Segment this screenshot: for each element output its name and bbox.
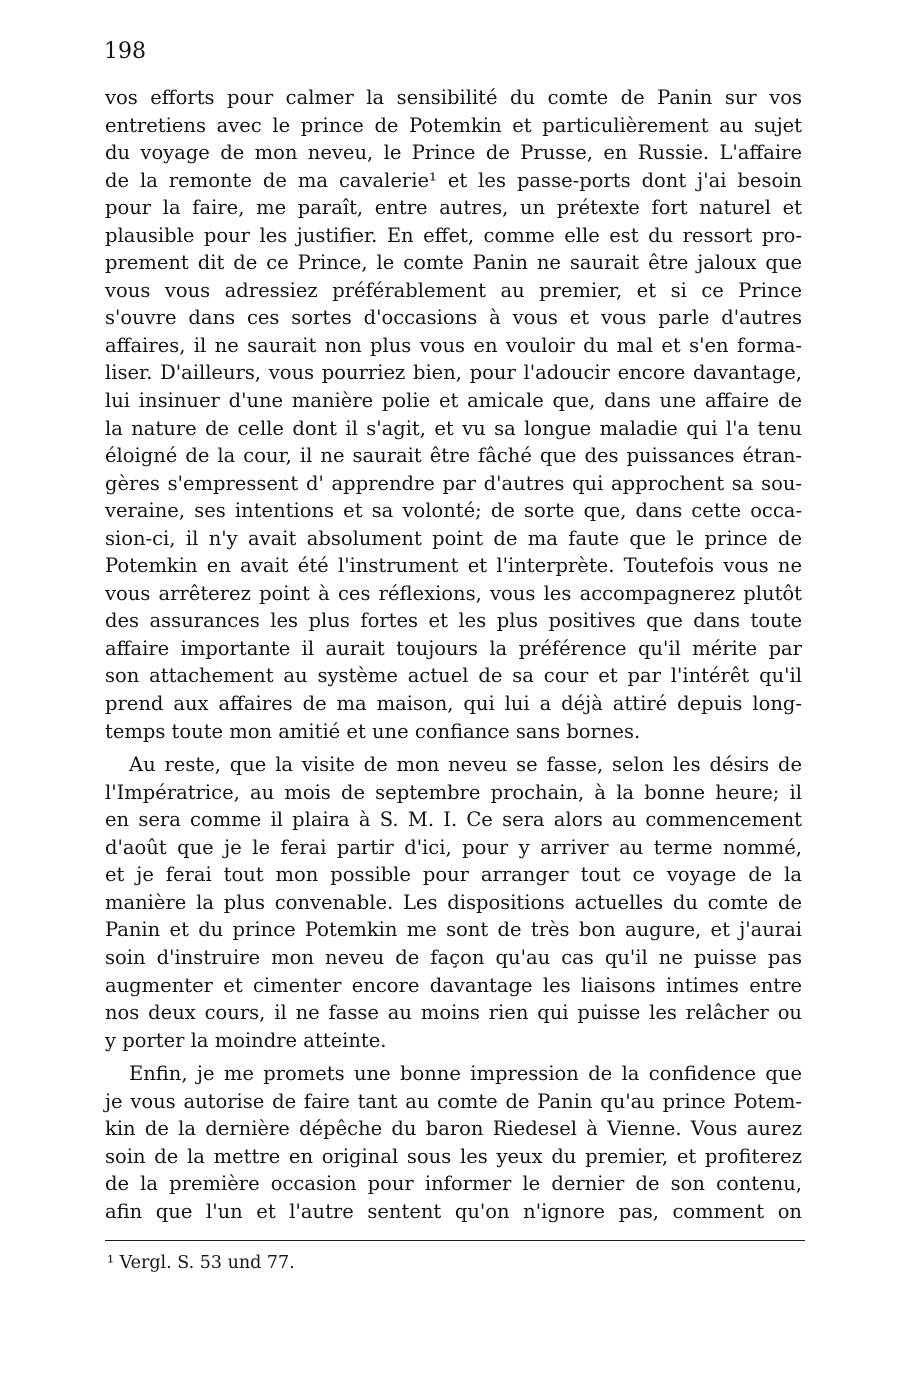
text-line: s'ouvre dans ces sortes d'occasions à vous et vous parle d'autres: [105, 306, 802, 330]
text-line: son attachement au système actuel de sa cour et par l'intérêt qu'il: [105, 664, 802, 688]
text-line: veraine, ses intentions et sa volonté; de sorte que, dans cette occa-: [105, 499, 802, 523]
paragraph-1: [105, 84, 802, 745]
text-line: la nature de celle dont il s'agit, et vu sa longue maladie qui l'a tenu: [105, 416, 802, 440]
text-line: Potemkin en avait été l'instrument et l'interprète. Toutefois vous ne: [105, 554, 802, 578]
text-line: sion-ci, il n'y avait absolument point de ma faute que le prince de: [105, 526, 802, 550]
footnote-divider: [105, 1240, 805, 1241]
text-line: l'Impératrice, au mois de septembre prochain, à la bonne heure; il: [105, 780, 802, 804]
text-line: des assurances les plus fortes et les plus positives que dans toute: [105, 609, 802, 633]
text-line: pour la faire, me paraît, entre autres, un prétexte fort naturel et: [105, 196, 802, 220]
text-line: Au reste, que la visite de mon neveu se fasse, selon les désirs de: [129, 753, 802, 777]
text-line: prement dit de ce Prince, le comte Panin ne saurait être jaloux que: [105, 251, 802, 275]
paragraph-2: [105, 751, 802, 1054]
text-line: y porter la moindre atteinte.: [105, 1028, 387, 1052]
text-line: lui insinuer d'une manière polie et amicale que, dans une affaire de: [105, 389, 802, 413]
text-line: Panin et du prince Potemkin me sont de très bon augure, et j'aurai: [105, 918, 802, 942]
text-line: de la remonte de ma cavalerie¹ et les passe-ports dont j'ai besoin: [105, 168, 802, 192]
text-line: liser. D'ailleurs, vous pourriez bien, pour l'adoucir encore davantage,: [105, 361, 802, 385]
text-line: en sera comme il plaira à S. M. I. Ce sera alors au commencement: [105, 808, 802, 832]
footnote: ¹ Vergl. S. 53 und 77.: [107, 1253, 295, 1273]
text-line: Enfin, je me promets une bonne impression de la confidence que: [129, 1062, 802, 1086]
text-line: et je ferai tout mon possible pour arranger tout ce voyage de la: [105, 863, 802, 887]
text-line: affaire importante il aurait toujours la préférence qu'il mérite par: [105, 636, 802, 660]
text-line: je vous autorise de faire tant au comte de Panin qu'au prince Potem-: [105, 1089, 802, 1113]
text-line: soin de la mettre en original sous les yeux du premier, et profiterez: [105, 1144, 802, 1168]
text-line: vous arrêterez point à ces réflexions, vous les accompagnerez plutôt: [105, 581, 802, 605]
text-line: du voyage de mon neveu, le Prince de Prusse, en Russie. L'affaire: [105, 141, 802, 165]
text-line: gères s'empressent d' apprendre par d'autres qui approchent sa sou-: [105, 471, 802, 495]
text-line: vos efforts pour calmer la sensibilité du comte de Panin sur vos: [105, 86, 802, 109]
text-line: affaires, il ne saurait non plus vous en vouloir du mal et s'en forma-: [105, 333, 802, 357]
text-line: d'août que je le ferai partir d'ici, pour y arriver au terme nommé,: [105, 835, 802, 859]
text-line: augmenter et cimenter encore davantage les liaisons intimes entre: [105, 973, 802, 997]
text-line: éloigné de la cour, il ne saurait être fâché que des puissances étran-: [105, 444, 802, 468]
text-line: afin que l'un et l'autre sentent qu'on n'ignore pas, comment on: [105, 1199, 802, 1223]
text-line: entretiens avec le prince de Potemkin et particulièrement au sujet: [105, 113, 802, 137]
body-text: [105, 84, 802, 1225]
text-line: temps toute mon amitié et une confiance sans bornes.: [105, 719, 641, 743]
page-number: 198: [104, 39, 146, 64]
text-line: manière la plus convenable. Les dispositions actuelles du comte de: [105, 890, 802, 914]
text-line: prend aux affaires de ma maison, qui lui a déjà attiré depuis long-: [105, 692, 802, 716]
text-line: nos deux cours, il ne fasse au moins rien qui puisse les relâcher ou: [105, 1001, 802, 1025]
text-line: plausible pour les justifier. En effet, comme elle est du ressort pro-: [105, 223, 802, 247]
text-line: de la première occasion pour informer le dernier de son contenu,: [105, 1172, 802, 1196]
text-line: kin de la dernière dépêche du baron Riedesel à Vienne. Vous aurez: [105, 1117, 802, 1141]
text-line: soin d'instruire mon neveu de façon qu'au cas qu'il ne puisse pas: [105, 945, 802, 969]
paragraph-3: [105, 1060, 802, 1225]
text-line: vous vous adressiez préférablement au premier, et si ce Prince: [105, 278, 802, 302]
